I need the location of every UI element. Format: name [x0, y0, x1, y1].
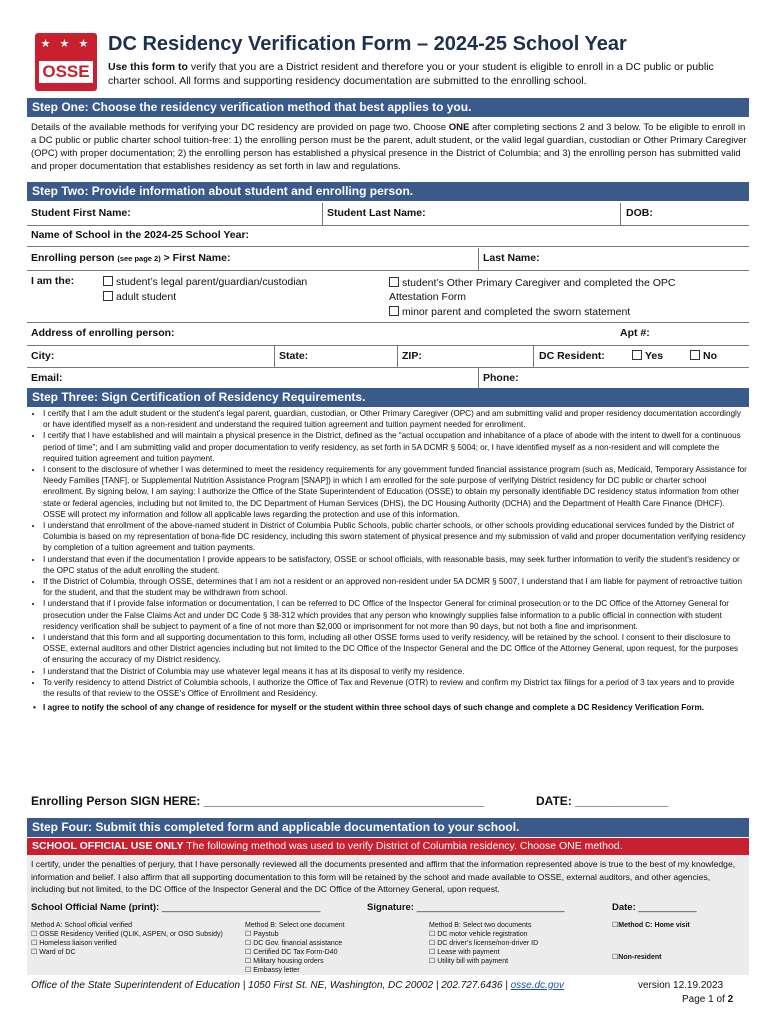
method-option-label: DC driver’s license/non-driver ID	[437, 940, 539, 947]
version-label: version 12.19.2023	[638, 980, 724, 991]
official-date-line[interactable]: ___________	[638, 902, 697, 913]
option-parent-label: student’s legal parent/guardian/custodian	[116, 276, 308, 288]
date-label: DATE:	[536, 794, 572, 808]
checkbox-icon[interactable]: ☐	[31, 940, 40, 947]
no-option[interactable]	[690, 350, 717, 362]
non-resident[interactable]: ☐Non-resident	[612, 954, 662, 961]
page-label: Page 1 of	[682, 994, 725, 1005]
checkbox-icon[interactable]: ☐	[429, 949, 438, 956]
option-opc-label: student’s Other Primary Caregiver and completed the OPC Attestation Form	[389, 277, 676, 303]
official-certify-text: I certify, under the penalties of perjury, that I have personally reviewed all the documents presented and affirm that the information represented above is true to the best of my knowledge, information and belief. I also affirm that all supporting documentation to this form will be retained by the school and made available to OSSE, external auditors, and other agencies, including but not limited, to the DC Office of the Inspector General and the DC Office of the Attorney General, upon request.	[31, 859, 736, 894]
option-minor-parent-label: minor parent and completed the sworn statement	[402, 306, 631, 318]
method-option-label: DC Gov. financial assistance	[253, 940, 343, 947]
method-option[interactable]	[31, 948, 241, 957]
intro-text	[108, 60, 748, 88]
certification-item: • I certify that I am the adult student or the student’s legal parent, guardian, custodian, or Other Primary Caregiver (OPC) and am submitting valid and proper residency documentation accordingly or have identified myself as a non-resident and understand the required tuition agreement and tuition payment needed for enrollment.	[43, 408, 747, 430]
enrolling-person-text: Enrolling person	[31, 252, 115, 264]
option-opc[interactable]	[389, 276, 719, 304]
option-adult-student[interactable]	[103, 291, 176, 303]
student-first-name-label: Student First Name:	[31, 207, 131, 219]
method-option[interactable]	[429, 957, 599, 966]
certification-item: • I understand that enrollment of the above-named student in District of Columbia Public Schools, public charter schools, or other schools providing educational services funded by the District of Columbia is based on my representation of bona-fide DC residency, including this sworn statement of physical presence and my submission of valid and proper documentation verifying residency by completion of a tuition agreement and tuition payments.	[43, 520, 747, 554]
signature-line[interactable]: __________________________________________	[203, 794, 485, 808]
method-option-label: DC motor vehicle registration	[437, 931, 528, 938]
certification-item: • I certify that I have established and will maintain a physical presence in the District, defined as the “actual occupation and inhabitance of a place of abode with the intent to dwell for a continuous period of time”; and I am submitting valid and proper documentation to verify residency, as set forth in 5A DCMR § 5004; or, I have identified myself as a non-resident and will complete the required tuition agreement and tuition payment.	[43, 430, 747, 464]
intro-bold: Use this form to	[108, 61, 188, 73]
checkbox-icon[interactable]: ☐	[429, 958, 438, 965]
checkbox-icon[interactable]: ☐	[245, 958, 254, 965]
logo-text: OSSE	[39, 61, 93, 83]
checkbox-icon[interactable]: ☐	[245, 931, 254, 938]
checkbox-icon[interactable]: ☐	[245, 949, 254, 956]
step-one-heading: Step One: Choose the residency verification method that best applies to you.	[27, 98, 749, 117]
checkbox-icon[interactable]: ☐	[245, 940, 254, 947]
official-name-row	[31, 902, 320, 913]
step-one-body	[31, 121, 747, 173]
non-resident-label: Non-resident	[618, 954, 662, 961]
method-b-title: Method B: Select one document	[245, 922, 345, 929]
method-option[interactable]	[245, 939, 415, 948]
method-option-label: OSSE Residency Verified (QLIK, ASPEN, or OSO Subsidy)	[39, 931, 223, 938]
step-one-body-bold: ONE	[448, 122, 470, 133]
yes-label: Yes	[645, 350, 664, 362]
official-use-bold: SCHOOL OFFICIAL USE ONLY	[32, 840, 184, 852]
i-am-label: I am the:	[31, 275, 75, 287]
address-label: Address of enrolling person:	[31, 327, 175, 339]
method-option-label: Paystub	[253, 931, 279, 938]
official-signature-line[interactable]: ____________________________	[416, 902, 565, 913]
certification-item: • I understand that if I provide false information or documentation, I can be referred to DC Office of the Inspector General for criminal prosecution or to the DC Office of the Attorney General for prosecution under the False Claims Act and under DC Code § 38-312 which provides that any person who knowingly supplies false information to a public official in connection with student residency verification shall be subject to payment of a fine of not more than $2,000 or imprisonment for not more than 90 days, but not both a fine and imprisonment.	[43, 598, 747, 632]
enrolling-person-label	[31, 252, 230, 264]
method-option-label: Military housing orders	[253, 958, 324, 965]
method-a-title: Method A: School official verified	[31, 922, 133, 929]
method-c[interactable]: ☐Method C: Home visit	[612, 922, 690, 929]
official-name-line[interactable]: ______________________________	[161, 902, 321, 913]
certification-item: • I understand that even if the documentation I provide appears to be satisfactory, OSSE or school officials, with reasonable basis, may seek further information to verify the student’s residency or the OPC status of the adult enrolling the student.	[43, 554, 747, 576]
checkbox-icon[interactable]	[632, 350, 642, 360]
footer-office-text: Office of the State Superintendent of Education | 1050 First St. NE, Washington, DC 20002 | 202.727.6436 |	[31, 980, 508, 991]
sign-label: Enrolling Person SIGN HERE:	[31, 794, 201, 808]
official-signature-label: Signature:	[367, 902, 414, 913]
intro-body: verify that you are a District resident and therefore you or your student is eligible to enroll in a DC public or public charter school. All forms and supporting residency documentation are submitted to the enrolling school.	[108, 61, 714, 87]
date-row	[536, 794, 669, 808]
sign-row	[31, 794, 484, 808]
student-last-name-label: Student Last Name:	[327, 207, 426, 219]
school-name-label: Name of School in the 2024-25 School Year:	[31, 229, 250, 241]
checkbox-icon[interactable]: ☐	[31, 949, 40, 956]
method-c-label: Method C: Home visit	[618, 922, 690, 929]
certification-list	[31, 408, 747, 713]
method-a	[31, 921, 241, 957]
checkbox-icon[interactable]	[389, 277, 399, 287]
form-title: DC Residency Verification Form – 2024-25 School Year	[108, 33, 627, 55]
method-option-label: Lease with payment	[437, 949, 500, 956]
checkbox-icon[interactable]	[389, 306, 399, 316]
dc-resident-label: DC Resident:	[539, 350, 605, 362]
certification-item: • I consent to the disclosure of whether I was determined to meet the residency requirements for any government funded financial assistance program (such as, Medicaid, Temporary Assistance for Needy Families [TANF], or Supplemental Nutrition Assistance Program [SNAP]) in which I am enrolled for the sole purpose of verifying District residency for DC public or charter school enrollment. By signing below, I am saying: I authorize the Office of the State Superintendent of Education (OSSE) to obtain my personally identifiable DC residency status information from other state or federal agencies, including but not limited to, the DC Department of Human Services (DHS), the DC Housing Authority (DCHA) and the Department of Health Care Finance (DHCF). OSSE will protect my information and follow all applicable laws regarding the protection and use of this information.	[43, 464, 747, 520]
method-option[interactable]	[429, 930, 599, 939]
method-option[interactable]	[31, 930, 241, 939]
checkbox-icon[interactable]	[103, 291, 113, 301]
method-option[interactable]	[245, 966, 415, 975]
checkbox-icon[interactable]	[103, 276, 113, 286]
email-label: Email:	[31, 372, 63, 384]
checkbox-icon[interactable]	[690, 350, 700, 360]
first-name-label: > First Name:	[163, 252, 231, 264]
zip-label: ZIP:	[402, 350, 422, 362]
certification-item: • To verify residency to attend District of Columbia schools, I authorize the Office of Tax and Revenue (OTR) to review and confirm my District tax filings for a period of 3 tax years and to provide the results of that review to the OSSE’s Office of Enrollment and Residency.	[43, 677, 747, 699]
method-option-label: Certified DC Tax Form-D40	[253, 949, 338, 956]
method-option[interactable]	[245, 948, 415, 957]
method-b	[245, 921, 415, 975]
step-one-body-b: after completing sections 2 and 3 below. To be eligible to enroll in a DC public or public charter school tuition-free: 1) the enrolling person must be the parent, adult student, or the valid legal guardian, custodian or Other Primary Caregiver (OPC) with proper documentation; 2) the enrolling person has established a physical presence in the District of Columbia; and 3) the enrolling person has submitted valid and proper documentation that establishes residency as set forth in law and regulations.	[31, 122, 747, 172]
official-date-label: Date:	[612, 902, 636, 913]
step-three-heading: Step Three: Sign Certification of Residency Requirements.	[27, 388, 749, 407]
method-option[interactable]	[429, 939, 599, 948]
method-option-label: Utility bill with payment	[437, 958, 509, 965]
checkbox-icon[interactable]: ☐	[245, 967, 254, 974]
page-total: 2	[727, 994, 734, 1005]
step-four-heading: Step Four: Submit this completed form and applicable documentation to your school.	[27, 818, 749, 837]
official-name-label: School Official Name (print):	[31, 902, 160, 913]
method-option-label: Embassy letter	[253, 967, 300, 974]
osse-logo	[35, 33, 97, 91]
apt-label: Apt #:	[620, 327, 650, 339]
step-one-body-a: Details of the available methods for verifying your DC residency are provided on page two. Choose	[31, 122, 447, 133]
option-minor-parent[interactable]	[389, 306, 630, 318]
last-name-label: Last Name:	[483, 252, 540, 264]
bullet-icon: •	[33, 703, 36, 713]
osse-link[interactable]: osse.dc.gov	[510, 980, 564, 991]
method-option[interactable]	[429, 948, 599, 957]
final-certification-text: I agree to notify the school of any change of residence for myself or the student within three school days of such change and complete a DC Residency Verification Form.	[43, 703, 705, 713]
date-line[interactable]: ______________	[575, 794, 669, 808]
method-option[interactable]	[245, 930, 415, 939]
certification-item: • I understand that this form and all supporting documentation to this form, including all other OSSE forms used to verify residency, will be retained by the school. I consent to their disclosure to OSSE, external auditors and other District agencies including but not limited to the DC Office of the Inspector General and the DC Office of the Attorney General, upon request, for the purposes of ensuring the accuracy of my District residency.	[43, 632, 747, 666]
certification-item: • I understand that the District of Columbia may use whatever legal means it has at its disposal to verify my residence.	[43, 666, 747, 677]
option-parent[interactable]	[103, 276, 307, 288]
method-option-label: Ward of DC	[39, 949, 76, 956]
certification-item: • If the District of Columbia, through OSSE, determines that I am not a resident or an approved non-resident under 5A DCMR § 5007, I understand that I am liable for payment of retroactive tuition for the student, and that the student may be withdrawn from school.	[43, 576, 747, 598]
city-label: City:	[31, 350, 55, 362]
checkbox-icon[interactable]: ☐	[429, 931, 438, 938]
method-b2-title: Method B: Select two documents	[429, 922, 532, 929]
yes-option[interactable]	[632, 350, 663, 362]
step-two-heading: Step Two: Provide information about student and enrolling person.	[27, 182, 749, 201]
method-option[interactable]	[31, 939, 241, 948]
checkbox-icon[interactable]: ☐	[31, 931, 40, 938]
official-signature-row	[367, 902, 565, 913]
star-icons: ★ ★ ★	[40, 38, 92, 50]
no-label: No	[703, 350, 717, 362]
footer-office	[31, 980, 564, 991]
page-number	[682, 994, 733, 1005]
option-adult-student-label: adult student	[116, 291, 177, 303]
state-label: State:	[279, 350, 309, 362]
method-option-label: Homeless liaison verified	[39, 940, 117, 947]
official-use-banner	[27, 838, 749, 855]
method-b2	[429, 921, 599, 966]
method-option[interactable]	[245, 957, 415, 966]
official-date-row	[612, 902, 697, 913]
phone-label: Phone:	[483, 372, 519, 384]
checkbox-icon[interactable]: ☐	[429, 940, 438, 947]
see-page-note: (see page 2)	[117, 254, 161, 263]
final-certification	[31, 702, 747, 713]
official-use-text: The following method was used to verify District of Columbia residency. Choose ONE method.	[186, 840, 623, 852]
dob-label: DOB:	[626, 207, 653, 219]
